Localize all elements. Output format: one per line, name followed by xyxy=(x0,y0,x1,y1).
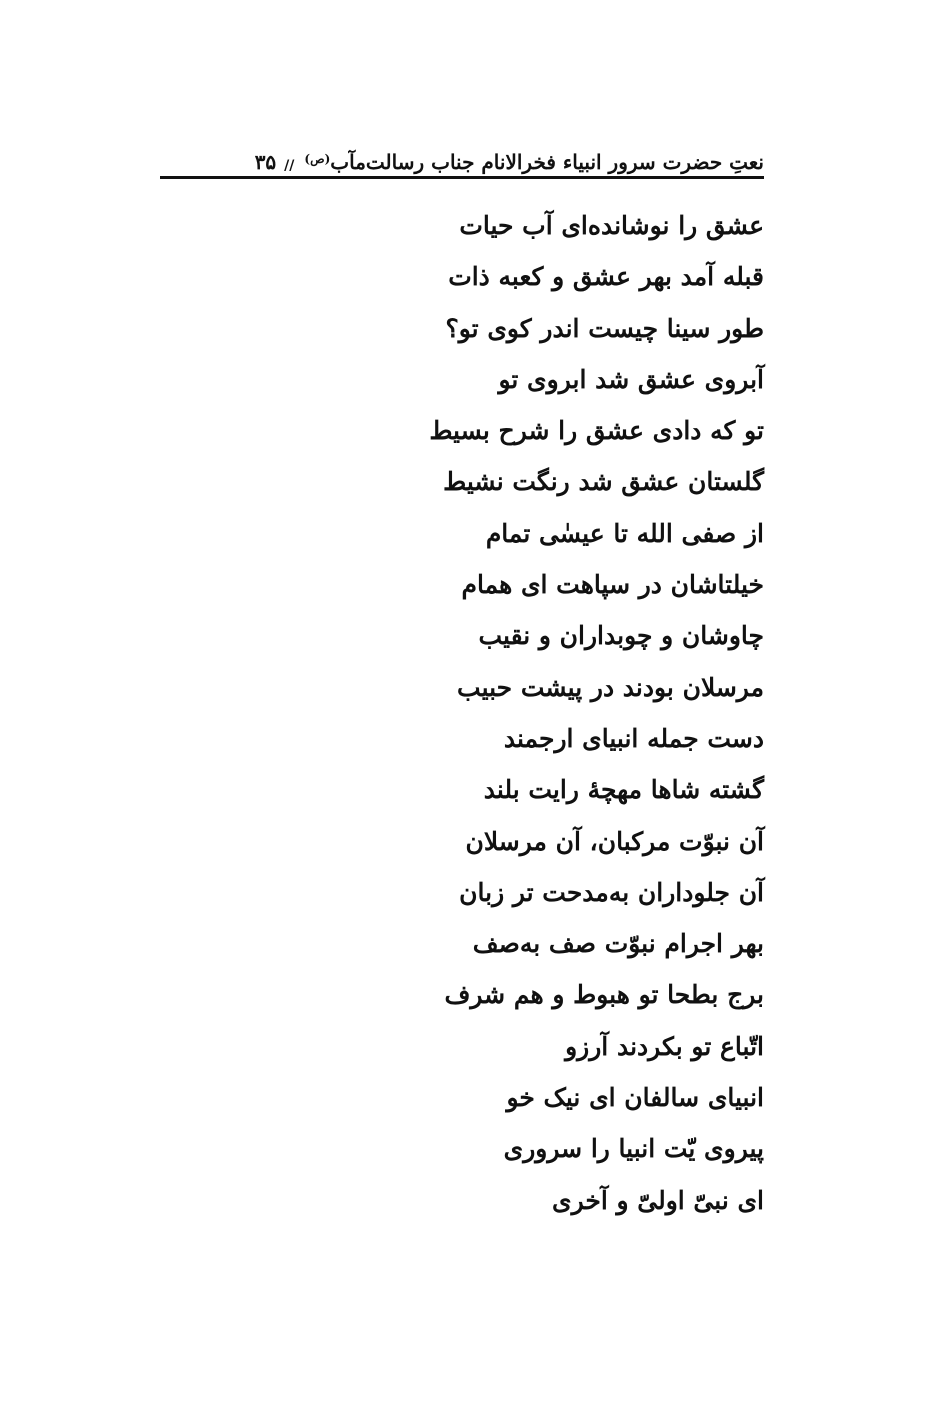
verse-line: برج بطحا تو هبوط و هم شرف xyxy=(444,980,764,1010)
verse-line: آن نبوّت مرکبان، آن مرسلان xyxy=(465,826,764,856)
header-title: نعتِ حضرت سرور انبیاء فخرالانام جناب رسالت‌مآب xyxy=(330,150,764,174)
verse-line: قبله آمد بهر عشق و کعبه ذات xyxy=(448,262,764,292)
header-honorific: (ص) xyxy=(304,152,331,166)
header-separator: // xyxy=(284,158,295,174)
verse-line: طور سینا چیست اندر کوی تو؟ xyxy=(445,313,764,343)
verse-line: دست جمله انبیای ارجمند xyxy=(503,723,764,753)
verse-line: گشته شاها مهچهٔ رایت بلند xyxy=(483,775,764,805)
page-number: ۳۵ xyxy=(254,150,277,174)
verse-line: مرسلان بودند در پیشت حبیب xyxy=(457,672,764,702)
verse-line: آبروی عشق شد ابروی تو xyxy=(498,364,764,394)
verse-line: چاوشان و چوبداران و نقیب xyxy=(478,621,764,651)
verse-line: پیروی یّت انبیا را سروری xyxy=(503,1134,764,1164)
verse-line: خیلتاشان در سپاهت ای همام xyxy=(461,570,764,600)
verse-line: از صفی الله تا عیسٰی تمام xyxy=(485,518,764,548)
verse-line: آن جلوداران به‌مدحت تر زبان xyxy=(459,877,764,907)
verse-line: گلستان عشق شد رنگت نشیط xyxy=(443,467,764,497)
verse-line: انبیای سالفان ای نیک خو xyxy=(506,1083,764,1113)
header-rule xyxy=(160,176,764,179)
running-header xyxy=(160,132,764,174)
verse-line: تو که دادی عشق را شرح بسیط xyxy=(429,416,764,446)
verse-line: عشق را نوشانده‌ای آب حیات xyxy=(459,211,764,240)
verse-line: اتّباع تو بکردند آرزو xyxy=(565,1031,764,1061)
verse-line: بهر اجرام نبوّت صف به‌صف xyxy=(472,929,764,959)
poem-body xyxy=(300,200,764,1226)
verse-line: ای نبیّ اولیّ و آخری xyxy=(552,1185,764,1215)
